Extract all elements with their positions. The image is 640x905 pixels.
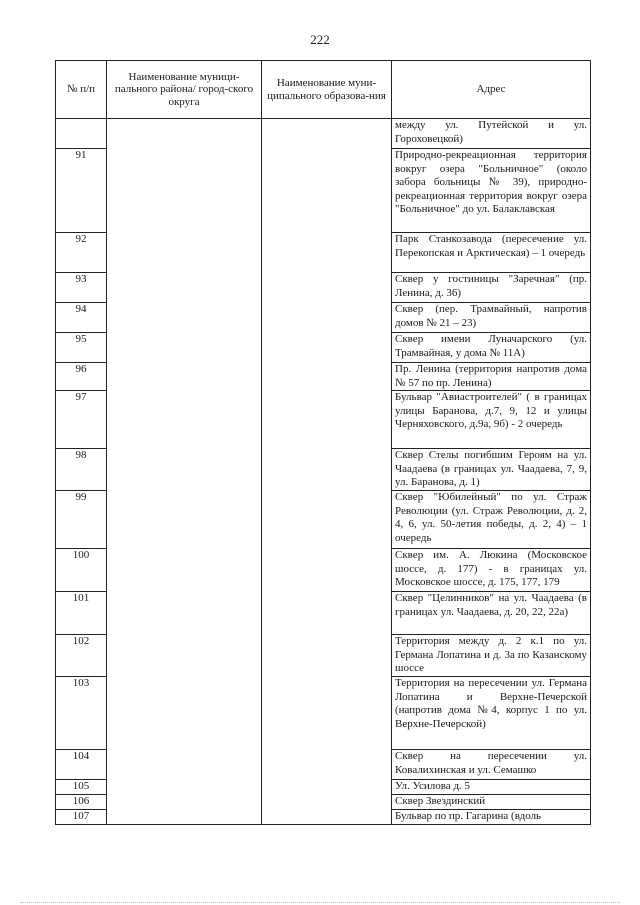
row-address: Сквер "Целинников" на ул. Чаадаева (в границах ул. Чаадаева, д. 20, 22, 22а) xyxy=(392,592,591,635)
row-number: 105 xyxy=(56,780,107,795)
row-address: Сквер Звездинский xyxy=(392,795,591,810)
row-number: 93 xyxy=(56,273,107,303)
row-number: 102 xyxy=(56,635,107,677)
row-address: Сквер у гостиницы "Заречная" (пр. Ленина, д. 36) xyxy=(392,273,591,303)
scan-footer-line xyxy=(20,902,620,903)
row-number: 95 xyxy=(56,333,107,363)
row-address: Бульвар по пр. Гагарина (вдоль xyxy=(392,810,591,825)
row-address: Сквер им. А. Люкина (Московское шоссе, д. 177) - в границах ул. Московское шоссе, д. 175, 177, 179 xyxy=(392,549,591,592)
district-cell xyxy=(107,119,262,825)
row-address: Сквер (пер. Трамвайный, напротив домов № 21 – 23) xyxy=(392,303,591,333)
row-number: 91 xyxy=(56,149,107,233)
row-address: Сквер Стелы погибшим Героям на ул. Чаадаева (в границах ул. Чаадаева, 7, 9, ул. Баранова, д. 1) xyxy=(392,449,591,491)
row-number: 98 xyxy=(56,449,107,491)
row-address: Пр. Ленина (территория напротив дома № 57 по пр. Ленина) xyxy=(392,363,591,391)
row-number: 94 xyxy=(56,303,107,333)
row-number: 100 xyxy=(56,549,107,592)
table-body xyxy=(56,119,591,825)
row-address: Территория между д. 2 к.1 по ул. Германа Лопатина и д. 3а по Казанскому шоссе xyxy=(392,635,591,677)
header-district: Наименование муници-пального района/ город-ского округа xyxy=(107,61,262,119)
registry-table xyxy=(55,60,591,825)
row-number: 97 xyxy=(56,391,107,449)
header-number: № п/п xyxy=(56,61,107,119)
row-number: 96 xyxy=(56,363,107,391)
row-number: 107 xyxy=(56,810,107,825)
table-row xyxy=(56,119,591,149)
row-number: 103 xyxy=(56,677,107,750)
row-address: Сквер имени Луначарского (ул. Трамвайная, у дома № 11А) xyxy=(392,333,591,363)
row-address: Сквер на пересечении ул. Ковалихинская и ул. Семашко xyxy=(392,750,591,780)
row-address: Территория на пересечении ул. Германа Лопатина и Верхне-Печерской (напротив дома №4, корпус 1 по ул. Верхне-Печерской) xyxy=(392,677,591,750)
header-municipality: Наименование муни-ципального образова-ния xyxy=(262,61,392,119)
table-header-row xyxy=(56,61,591,119)
row-number: 92 xyxy=(56,233,107,273)
municipality-cell xyxy=(262,119,392,825)
row-number: 101 xyxy=(56,592,107,635)
row-address: между ул. Путейской и ул. Гороховецкой) xyxy=(392,119,591,149)
row-number: 106 xyxy=(56,795,107,810)
row-address: Парк Станкозавода (пересечение ул. Перекопская и Арктическая) – 1 очередь xyxy=(392,233,591,273)
row-address: Бульвар "Авиастроителей" ( в границах улицы Баранова, д.7, 9, 12 и улицы Черняховского, д.9а, 9б) - 2 очередь xyxy=(392,391,591,449)
row-number xyxy=(56,119,107,149)
row-number: 99 xyxy=(56,491,107,549)
page-number: 222 xyxy=(310,32,330,47)
row-number: 104 xyxy=(56,750,107,780)
row-address: Сквер "Юбилейный" по ул. Страж Революции (ул. Страж Революции, д. 2, 4, 6, ул. 50-летия победы, д. 2, 4) – 1 очередь xyxy=(392,491,591,549)
row-address: Ул. Усилова д. 5 xyxy=(392,780,591,795)
header-address: Адрес xyxy=(392,61,591,119)
row-address: Природно-рекреационная территория вокруг озера "Больничное" (около забора больницы № 39), природно-рекреационная территория вокруг озера "Больничное" до ул. Балаклавская xyxy=(392,149,591,233)
